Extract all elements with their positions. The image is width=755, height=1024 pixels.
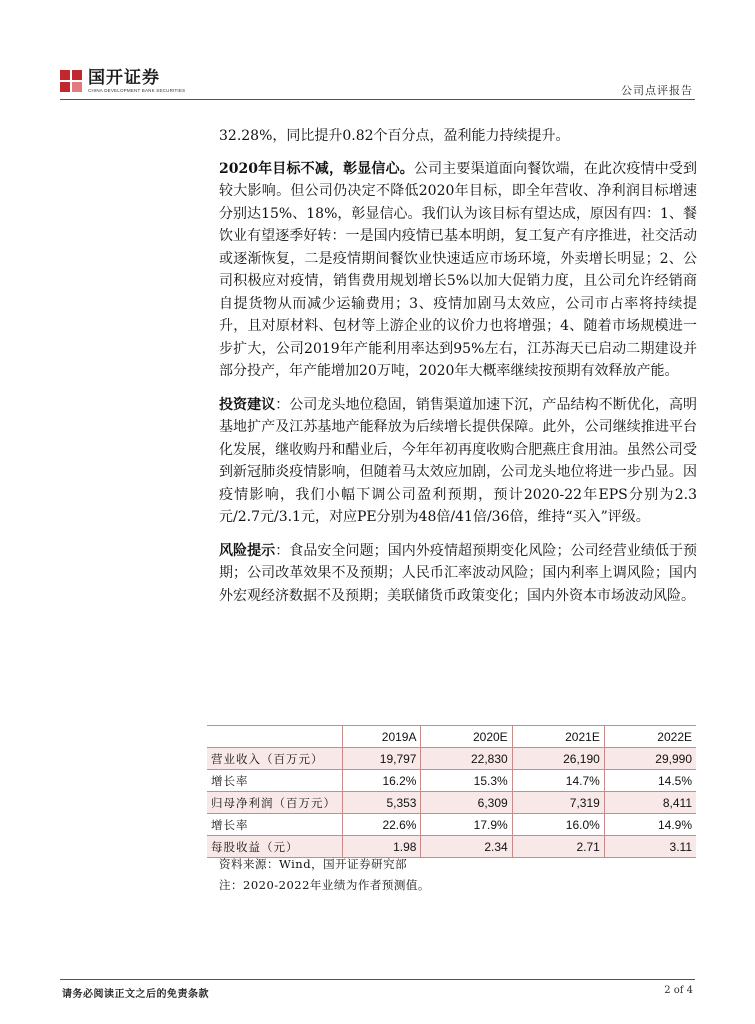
table-cell: 26,190 <box>512 748 604 770</box>
table-cell: 2.71 <box>512 836 604 858</box>
table-source-note: 资料来源：Wind，国开证券研究部 <box>219 857 408 871</box>
row-label: 归母净利润（百万元） <box>207 792 342 814</box>
table-row <box>207 836 696 858</box>
table-cell: 29,990 <box>604 748 696 770</box>
page-header <box>0 0 755 100</box>
table-cell: 8,411 <box>604 792 696 814</box>
table-header-cell <box>207 726 342 748</box>
table-cell: 6,309 <box>421 792 512 814</box>
table-header-cell: 2021E <box>512 726 604 748</box>
table-cell: 5,353 <box>342 792 421 814</box>
table-cell: 14.7% <box>512 770 604 792</box>
table-cell: 14.5% <box>604 770 696 792</box>
table-cell: 14.9% <box>604 814 696 836</box>
table-cell: 3.11 <box>604 836 696 858</box>
table-header-cell: 2020E <box>421 726 512 748</box>
table-cell: 1.98 <box>342 836 421 858</box>
table-cell: 2.34 <box>421 836 512 858</box>
report-type: 公司点评报告 <box>621 84 693 97</box>
paragraph-target-text: 公司主要渠道面向餐饮端，在此次疫情中受到较大影响。但公司仍决定不降低2020年目标，即全年营收、净利润目标增速分别达15%、18%，彰显信心。我们认为该目标有望达成，原因有四：1、餐饮业有望逐季好转：一是国内疫情已基本明朗，复工复产有序推进，社交活动或逐渐恢复，二是疫情期间餐饮业快速适应市场环境，外卖增长明显；2、公司积极应对疫情，销售费用规划增长5%以加大促销力度，且公司允许经销商自提货物从而减少运输费用；3、疫情加剧马太效应，公司市占率将持续提升，且对原材料、包材等上游企业的议价力也将增强；4、随着市场规模进一步扩大，公司2019年产能利用率达到95%左右，江苏海天已启动二期建设并部分投产，年产能增加20万吨，2020年大概率继续按预期有效释放产能。 <box>219 160 698 379</box>
header-divider <box>60 99 695 100</box>
financial-forecast-table <box>207 725 696 858</box>
company-name-en: CHINA DEVELOPMENT BANK SECURITIES <box>88 88 186 93</box>
paragraph-investment <box>219 394 697 529</box>
table-header-cell: 2022E <box>604 726 696 748</box>
paragraph-risk <box>219 540 697 608</box>
row-label: 增长率 <box>207 770 342 792</box>
table-header-row <box>207 726 696 748</box>
paragraph-margin: 32.28%，同比提升0.82个百分点，盈利能力持续提升。 <box>219 128 570 144</box>
page-number: 2 of 4 <box>664 985 693 996</box>
report-body <box>219 125 697 618</box>
paragraph-investment-text: ：公司龙头地位稳固，销售渠道加速下沉，产品结构不断优化，高明基地扩产及江苏基地产能释放为后续增长提供保障。此外，公司继续推进平台化发展，继收购丹和醋业后，今年年初再度收购合肥燕庄食用油。虽然公司受到新冠肺炎疫情影响，但随着马太效应加剧，公司龙头地位将进一步凸显。因疫情影响，我们小幅下调公司盈利预期，预计2020-22年EPS分别为2.3元/2.7元/3.1元，对应PE分别为48倍/41倍/36倍，维持“买入”评级。 <box>219 396 698 525</box>
table-cell: 15.3% <box>421 770 512 792</box>
paragraph-investment-title: 投资建议 <box>219 396 276 413</box>
paragraph-target <box>219 158 697 383</box>
paragraph-risk-text: ：食品安全问题；国内外疫情超预期变化风险；公司经营业绩低于预期；公司改革效果不及预期；人民币汇率波动风险；国内利率上调风险；国内外宏观经济数据不及预期；美联储货币政策变化；国内外资本市场波动风险。 <box>219 542 698 604</box>
footer-disclaimer: 请务必阅读正文之后的免责条款 <box>62 989 209 1000</box>
table-cell: 16.0% <box>512 814 604 836</box>
table-row <box>207 792 696 814</box>
logo-mark-icon <box>60 70 82 92</box>
table-cell: 17.9% <box>421 814 512 836</box>
row-label: 增长率 <box>207 814 342 836</box>
table-cell: 19,797 <box>342 748 421 770</box>
table-row <box>207 814 696 836</box>
row-label: 每股收益（元） <box>207 836 342 858</box>
table-cell: 7,319 <box>512 792 604 814</box>
paragraph-risk-title: 风险提示 <box>219 542 276 559</box>
company-logo <box>60 69 185 94</box>
table-cell: 22,830 <box>421 748 512 770</box>
table-row <box>207 770 696 792</box>
table-forecast-note: 注：2020-2022年业绩为作者预测值。 <box>219 878 430 892</box>
table-cell: 16.2% <box>342 770 421 792</box>
table-header-cell: 2019A <box>342 726 421 748</box>
table-cell: 22.6% <box>342 814 421 836</box>
row-label: 营业收入（百万元） <box>207 748 342 770</box>
table-row <box>207 748 696 770</box>
footer-divider <box>60 979 695 980</box>
company-name-cn: 国开证券 <box>88 68 160 88</box>
paragraph-target-title: 2020年目标不减，彰显信心。 <box>219 160 414 177</box>
